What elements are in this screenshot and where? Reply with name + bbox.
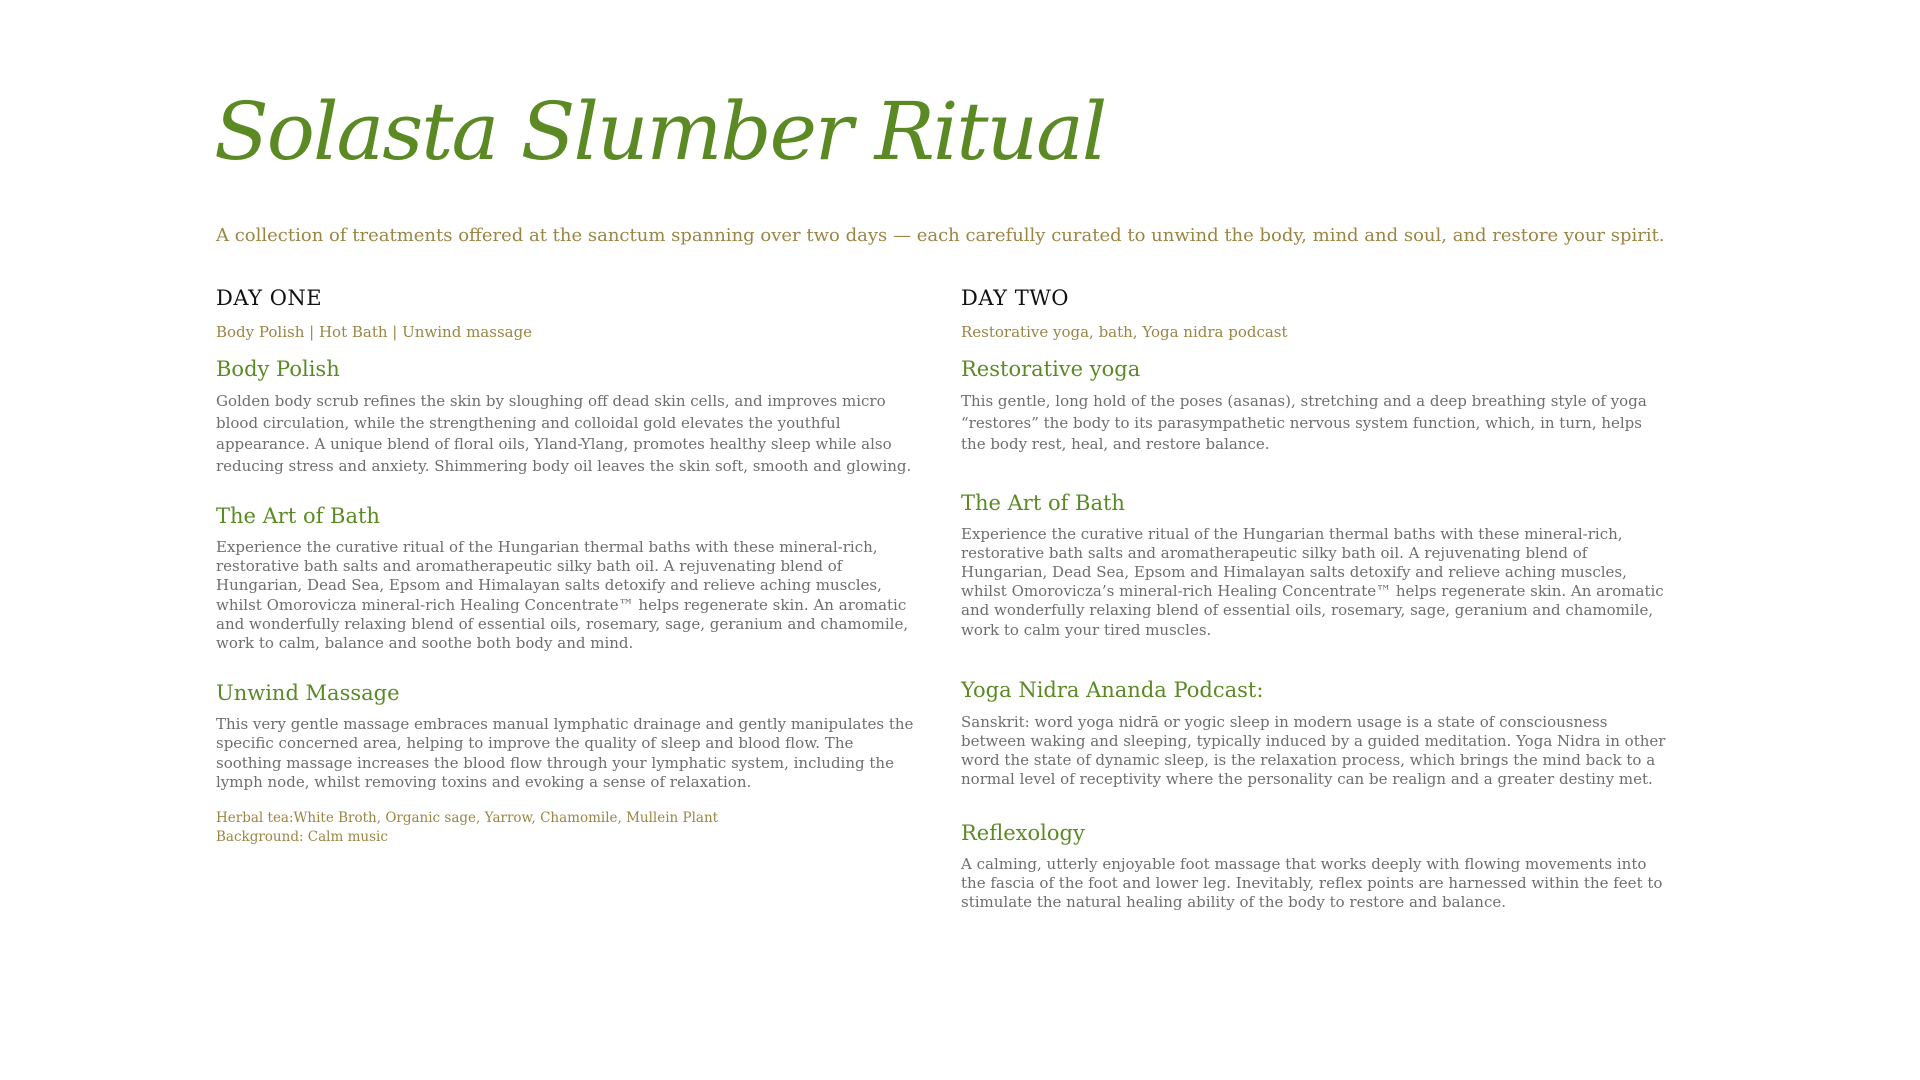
day-two-menu: Restorative yoga, bath, Yoga nidra podcast [961,323,1288,341]
day-two-column [961,286,1666,912]
section-text-unwind-massage: This very gentle massage embraces manual lymphatic drainage and gently manipulates the specific concerned area, helping to improve the quality of sleep and blood flow. The soothing massage increases the blood flow through your lymphatic system, including the lymph node, whilst removing toxins and evoking a sense of relaxation. [216,715,914,791]
section-text-restorative-yoga: This gentle, long hold of the poses (asanas), stretching and a deep breathing style of yoga “restores” the body to its parasympathetic nervous system function, which, in turn, helps the body rest, heal, and restore balance. [961,392,1647,453]
day-two-heading: DAY TWO [961,286,1069,310]
day-one-column [216,286,921,847]
section-title-art-of-bath-day-two: The Art of Bath [961,490,1125,515]
page-title: Solasta Slumber Ritual [214,85,1106,178]
section-text-yoga-nidra-podcast: Sanskrit: word yoga nidrā or yogic sleep in modern usage is a state of consciousness between waking and sleeping, typically induced by a guided meditation. Yoga Nidra in other word the state of dynamic sleep, is the relaxation process, which brings the mind back to a normal level of receptivity where the personality can be realign and a greater destiny met. [961,712,1666,789]
section-title-reflexology: Reflexology [961,820,1085,845]
section-text-reflexology: A calming, utterly enjoyable foot massage that works deeply with flowing movements into the fascia of the foot and lower leg. Inevitably, reflex points are harnessed within the feet to stimulate the natural healing ability of the body to restore and balance. [961,854,1663,911]
section-text-art-of-bath: Experience the curative ritual of the Hungarian thermal baths with these mineral-rich, restorative bath salts and aromatherapeutic silky bath oil. A rejuvenating blend of Hungarian, Dead Sea, Epsom and Himalayan salts detoxify and relieve aching muscles, whilst Omorovicza mineral-rich Healing Concentrate™ helps regenerate skin. An aromatic and wonderfully relaxing blend of essential oils, rosemary, sage, geranium and chamomile, work to calm, balance and soothe both body and mind. [216,538,909,653]
section-text-art-of-bath-day-two: Experience the curative ritual of the Hungarian thermal baths with these mineral-rich, restorative bath salts and aromatherapeutic silky bath oil. A rejuvenating blend of Hungarian, Dead Sea, Epsom and Himalayan salts detoxify and relieve aching muscles, whilst Omorovicza’s mineral-rich Healing Concentrate™ helps regenerate skin. An aromatic and wonderfully relaxing blend of essential oils, rosemary, sage, geranium and chamomile, work to calm your tired muscles. [961,524,1664,639]
section-title-unwind-massage: Unwind Massage [216,681,400,706]
day-one-heading: DAY ONE [216,286,323,310]
section-text-body-polish: Golden body scrub refines the skin by sloughing off dead skin cells, and improves micro blood circulation, while the strengthening and colloidal gold elevates the youthful appearance. A unique blend of floral oils, Yland-Ylang, promotes healthy sleep while also reducing stress and anxiety. Shimmering body oil leaves the skin soft, smooth and glowing. [216,392,912,475]
background-music-note: Background: Calm music [216,829,388,846]
section-title-yoga-nidra-podcast: Yoga Nidra Ananda Podcast: [961,677,1264,702]
section-title-art-of-bath: The Art of Bath [216,504,380,528]
day-one-menu: Body Polish | Hot Bath | Unwind massage [216,323,533,341]
herbal-tea-note: Herbal tea:White Broth, Organic sage, Yarrow, Chamomile, Mullein Plant [216,810,719,827]
section-title-body-polish: Body Polish [216,357,340,381]
section-title-restorative-yoga: Restorative yoga [961,357,1141,381]
page-subtitle: A collection of treatments offered at the sanctum spanning over two days — each carefully curated to unwind the body, mind and soul, and restore your spirit. [216,225,1665,246]
